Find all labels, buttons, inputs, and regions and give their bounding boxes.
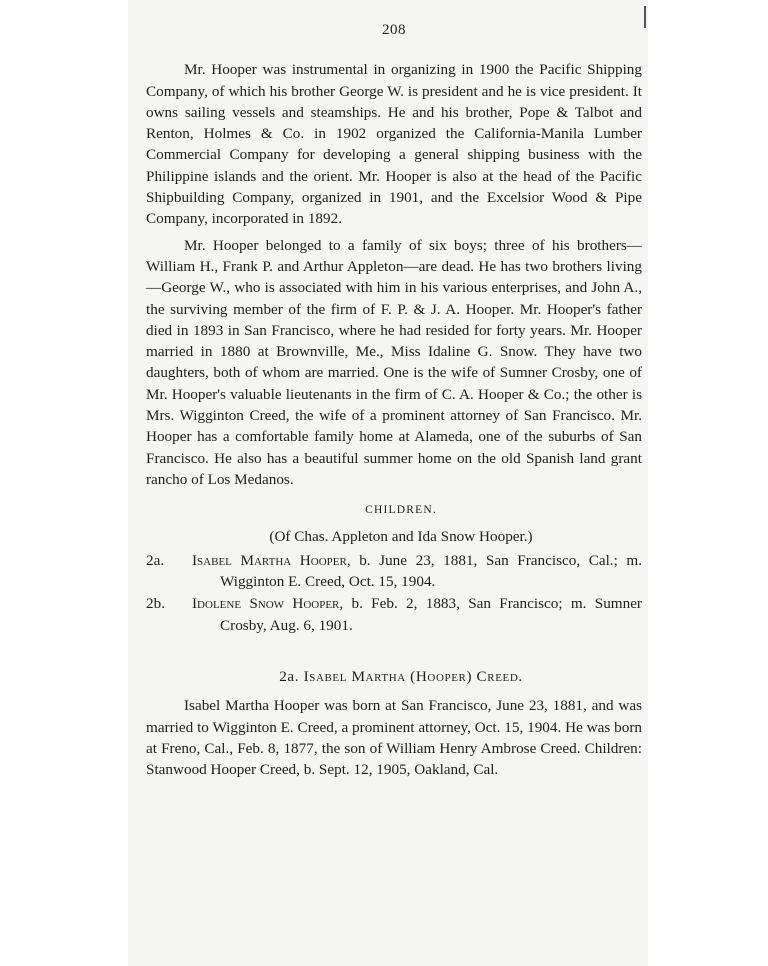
- subsection-title: Isabel Martha (Hooper) Creed.: [303, 668, 523, 686]
- children-parents: (Of Chas. Appleton and Ida Snow Hooper.): [269, 527, 533, 545]
- page-number: 208: [382, 22, 406, 38]
- child-text: [192, 593, 642, 636]
- child-entry: [146, 550, 642, 593]
- subsection-code: 2a.: [279, 668, 300, 686]
- subsection-heading: [146, 666, 642, 687]
- children-heading: CHILDREN.: [365, 504, 437, 517]
- child-name: Idolene Snow Hooper: [192, 595, 340, 613]
- child-details: , b. Feb. 2, 1883, San Francisco; m. Sumner Crosby, Aug. 6, 1901.: [220, 595, 642, 634]
- page-edge-shadow: [644, 6, 646, 28]
- child-details: , b. June 23, 1881, San Francisco, Cal.; m. Wigginton E. Creed, Oct. 15, 1904.: [220, 551, 643, 591]
- paragraph-isabel: Isabel Martha Hooper was born at San Francisco, June 23, 1881, and was married to Wigginton E. Creed, a prominent attorney, Oct. 15, 1904. He was born at Freno, Cal., Feb. 8, 1877, the son of William Henry Ambrose Creed. Children: Stanwood Hooper Creed, b. Sept. 12, 1905, Oakland, Cal.: [146, 697, 642, 779]
- child-text: [192, 550, 642, 593]
- paragraph-shipping-company: Mr. Hooper was instrumental in organizing in 1900 the Pacific Shipping Company, of which his brother George W. is president and he is vice president. It owns sailing vessels and steamships. He and his brother, Pope & Talbot and Renton, Holmes & Co. in 1902 organized the California-Manila Lumber Commercial Company for developing a general shipping business with the Philippine islands and the orient. Mr. Hooper is also at the head of the Pacific Shipbuilding Company, organized in 1901, and the Excelsior Wood & Pipe Company, incorporated in 1892.: [146, 61, 642, 228]
- child-entry: [146, 593, 642, 636]
- child-code: 2b.: [146, 595, 165, 613]
- child-name: Isabel Martha Hooper: [192, 551, 347, 569]
- child-code: 2a.: [146, 551, 165, 569]
- paragraph-family: Mr. Hooper belonged to a family of six boys; three of his brothers—William H., Frank P. and Arthur Appleton—are dead. He has two brothers living—George W., who is associated with him in his various enterprises, and John A., the surviving member of the firm of F. P. & J. A. Hooper. Mr. Hooper's father died in 1893 in San Francisco, where he had resided for forty years. Mr. Hooper married in 1880 at Brownville, Me., Miss Idaline G. Snow. They have two daughters, both of whom are married. One is the wife of Sumner Crosby, one of Mr. Hooper's valuable lieutenants in the firm of C. A. Hooper & Co.; the other is Mrs. Wigginton Creed, the wife of a prominent attorney of San Francisco. Mr. Hooper has a comfortable family home at Alameda, one of the suburbs of San Francisco. He also has a beautiful summer home on the old Spanish land grant rancho of Los Medanos.: [146, 236, 642, 488]
- page-content: [146, 20, 642, 786]
